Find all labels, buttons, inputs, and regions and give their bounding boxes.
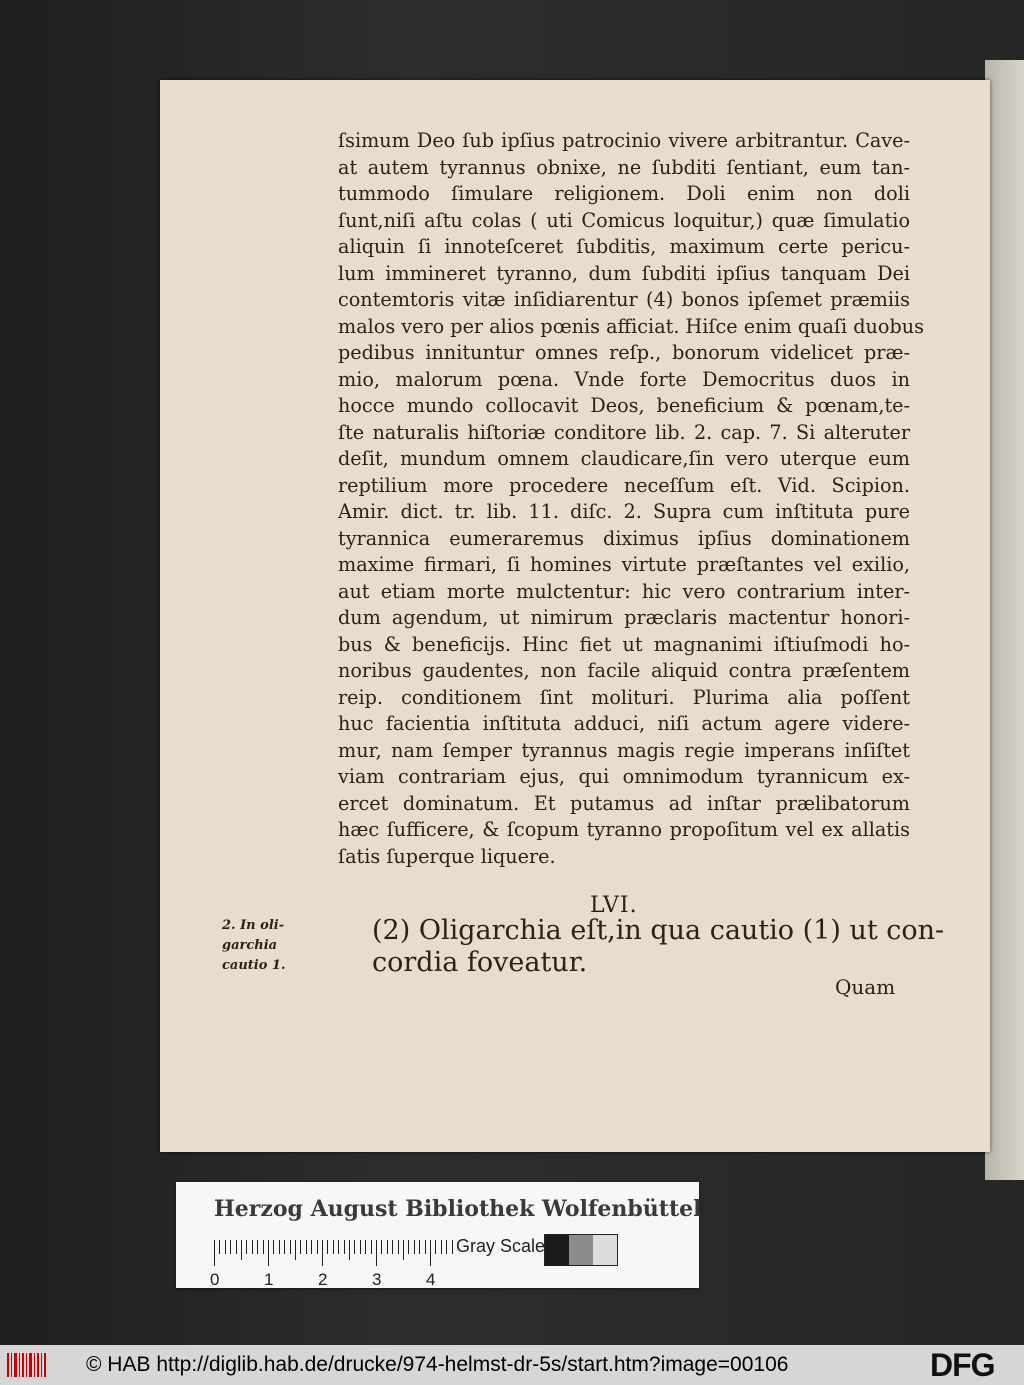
ruler-tick	[230, 1240, 231, 1254]
ruler-tick	[273, 1240, 274, 1254]
ruler-tick	[398, 1240, 399, 1254]
ruler-tick	[371, 1240, 372, 1254]
text-line: ſunt,niſi aſtu colas ( uti Comicus loquitur,) quæ ſimulatio	[338, 208, 910, 232]
ruler-tick	[263, 1240, 264, 1254]
copyright-url[interactable]: © HAB http://diglib.hab.de/drucke/974-helmst-dr-5s/start.htm?image=00106	[86, 1353, 789, 1376]
catchword: Quam	[835, 975, 896, 999]
section-line: cordia foveatur.	[372, 947, 588, 978]
margin-note-line: cautio 1.	[222, 958, 286, 973]
text-line: hæc ſufficere, & ſcopum tyranno propoſitum vel ex allatis	[338, 818, 910, 841]
text-line: tyrannica eumeraremus diximus ipſius dominationem	[338, 526, 910, 550]
gray-swatch-dark	[545, 1235, 569, 1265]
ruler-tick	[290, 1240, 291, 1254]
ruler-tick	[327, 1240, 328, 1254]
ruler-tick	[317, 1240, 318, 1254]
text-line: mio, malorum pœna. Vnde forte Democritus duos in	[338, 367, 910, 391]
ruler-tick	[381, 1240, 382, 1254]
ruler-tick	[246, 1240, 247, 1254]
text-line: malos vero per alios pœnis afficiat. Hiſce enim quaſi duobus	[338, 314, 924, 338]
ruler-tick	[257, 1240, 258, 1254]
text-line: aliquin ſi innoteſceret ſubditis, maximum certe pericu-	[338, 235, 910, 258]
ruler-tick	[268, 1240, 269, 1266]
ruler-tick	[311, 1240, 312, 1254]
section-number: LVI.	[590, 893, 638, 918]
ruler-tick	[430, 1240, 431, 1266]
gray-scale-swatches	[544, 1234, 618, 1266]
ruler-tick	[441, 1240, 442, 1254]
ruler-tick	[333, 1240, 334, 1254]
ruler	[210, 1240, 454, 1289]
text-line: bus & beneficijs. Hinc fiet ut magnanimi iſtiuſmodi ho-	[338, 632, 910, 656]
text-line: ercet dominatum. Et putamus ad inſtar prælibatorum	[338, 791, 910, 815]
library-name: Herzog August Bibliothek Wolfenbüttel	[214, 1196, 702, 1222]
ruler-tick	[344, 1240, 345, 1254]
ruler-tick	[252, 1240, 253, 1254]
barcode-icon	[6, 1351, 48, 1379]
ruler-number: 3	[372, 1270, 382, 1289]
section-line: (2) Oligarchia eſt,in qua cautio (1) ut con-	[372, 915, 945, 946]
section-text	[372, 915, 945, 979]
margin-note	[222, 916, 307, 976]
ruler-tick	[360, 1240, 361, 1254]
ruler-number: 4	[426, 1270, 436, 1289]
main-text	[338, 128, 924, 870]
text-line: noribus gaudentes, non facile aliquid contra præſentem	[338, 659, 910, 682]
ruler-number: 2	[318, 1270, 328, 1289]
ruler-tick	[241, 1240, 242, 1260]
text-line: reptilium more procedere neceſſum eſt. Vid. Scipion.	[338, 473, 910, 497]
text-line: huc facientia inſtituta adduci, niſi actum agere videre-	[338, 712, 910, 735]
ruler-tick	[408, 1240, 409, 1254]
text-line: Amir. dict. tr. lib. 11. diſc. 2. Supra cum inſtituta pure	[338, 500, 910, 523]
ruler-tick	[300, 1240, 301, 1254]
ruler-number: 1	[264, 1270, 274, 1289]
ruler-tick	[376, 1240, 377, 1266]
ruler-tick	[435, 1240, 436, 1254]
ruler-tick	[214, 1240, 215, 1266]
text-line: contemtoris vitæ inſidiarentur (4) bonos ipſemet præmiis	[338, 288, 910, 311]
gray-swatch-mid	[569, 1235, 593, 1265]
text-line: maxime firmari, ſi homines virtute præſtantes vel exilio,	[338, 553, 910, 576]
margin-note-line: garchia	[222, 938, 278, 953]
ruler-tick	[452, 1240, 453, 1254]
ruler-tick	[225, 1240, 226, 1254]
ruler-tick	[295, 1240, 296, 1260]
text-line: pedibus innituntur omnes reſp., bonorum videlicet præ-	[338, 341, 910, 364]
text-line: ſsimum Deo ſub ipſius patrocinio vivere arbitrantur. Cave-	[338, 129, 910, 152]
color-scale-card	[176, 1182, 702, 1289]
text-line: reip. conditionem ſint molituri. Plurima alia poſſent	[338, 685, 910, 709]
ruler-tick	[419, 1240, 420, 1254]
ruler-tick	[284, 1240, 285, 1254]
dfg-logo: DFG	[930, 1347, 995, 1383]
ruler-tick	[425, 1240, 426, 1254]
text-line: tummodo ſimulare religionem. Doli enim non doli	[338, 182, 910, 205]
ruler-tick	[387, 1240, 388, 1254]
ruler-tick	[279, 1240, 280, 1254]
text-line: ſatis ſuperque liquere.	[338, 844, 556, 868]
margin-note-line: 2. In oli-	[222, 918, 285, 933]
text-line: mur, nam ſemper tyrannus magis regie imperans inſiſtet	[338, 738, 910, 762]
ruler-tick	[219, 1240, 220, 1254]
ruler-tick	[365, 1240, 366, 1254]
ruler-tick	[446, 1240, 447, 1254]
facing-page-edge	[985, 60, 1024, 1180]
ruler-tick	[236, 1240, 237, 1254]
ruler-tick	[338, 1240, 339, 1254]
ruler-tick	[392, 1240, 393, 1254]
gray-scale-label: Gray Scale	[456, 1236, 546, 1256]
text-line: at autem tyrannus obnixe, ne ſubditi ſentiant, eum tan-	[338, 155, 910, 179]
ruler-tick	[414, 1240, 415, 1254]
text-line: aut etiam morte mulctentur: hic vero contrarium inter-	[338, 579, 910, 603]
text-line: hocce mundo collocavit Deos, beneficium & pœnam,te-	[338, 394, 910, 417]
text-line: deſit, mundum omnem claudicare,ſin vero uterque eum	[338, 447, 910, 470]
ruler-tick	[306, 1240, 307, 1254]
gray-swatch-light	[593, 1235, 617, 1265]
ruler-tick	[403, 1240, 404, 1260]
text-line: viam contrariam ejus, qui omnimodum tyrannicum ex-	[338, 765, 910, 788]
ruler-tick	[354, 1240, 355, 1254]
text-line: dum agendum, ut nimirum præclaris mactentur honori-	[338, 606, 910, 629]
ruler-tick	[349, 1240, 350, 1260]
ruler-number: 0	[210, 1270, 220, 1289]
text-line: lum immineret tyranno, dum ſubditi ipſius tanquam Dei	[338, 261, 910, 285]
footer-bar	[0, 1345, 1024, 1385]
ruler-tick	[322, 1240, 323, 1266]
text-line: ſte naturalis hiſtoriæ conditore lib. 2. cap. 7. Si alteruter	[338, 420, 910, 444]
